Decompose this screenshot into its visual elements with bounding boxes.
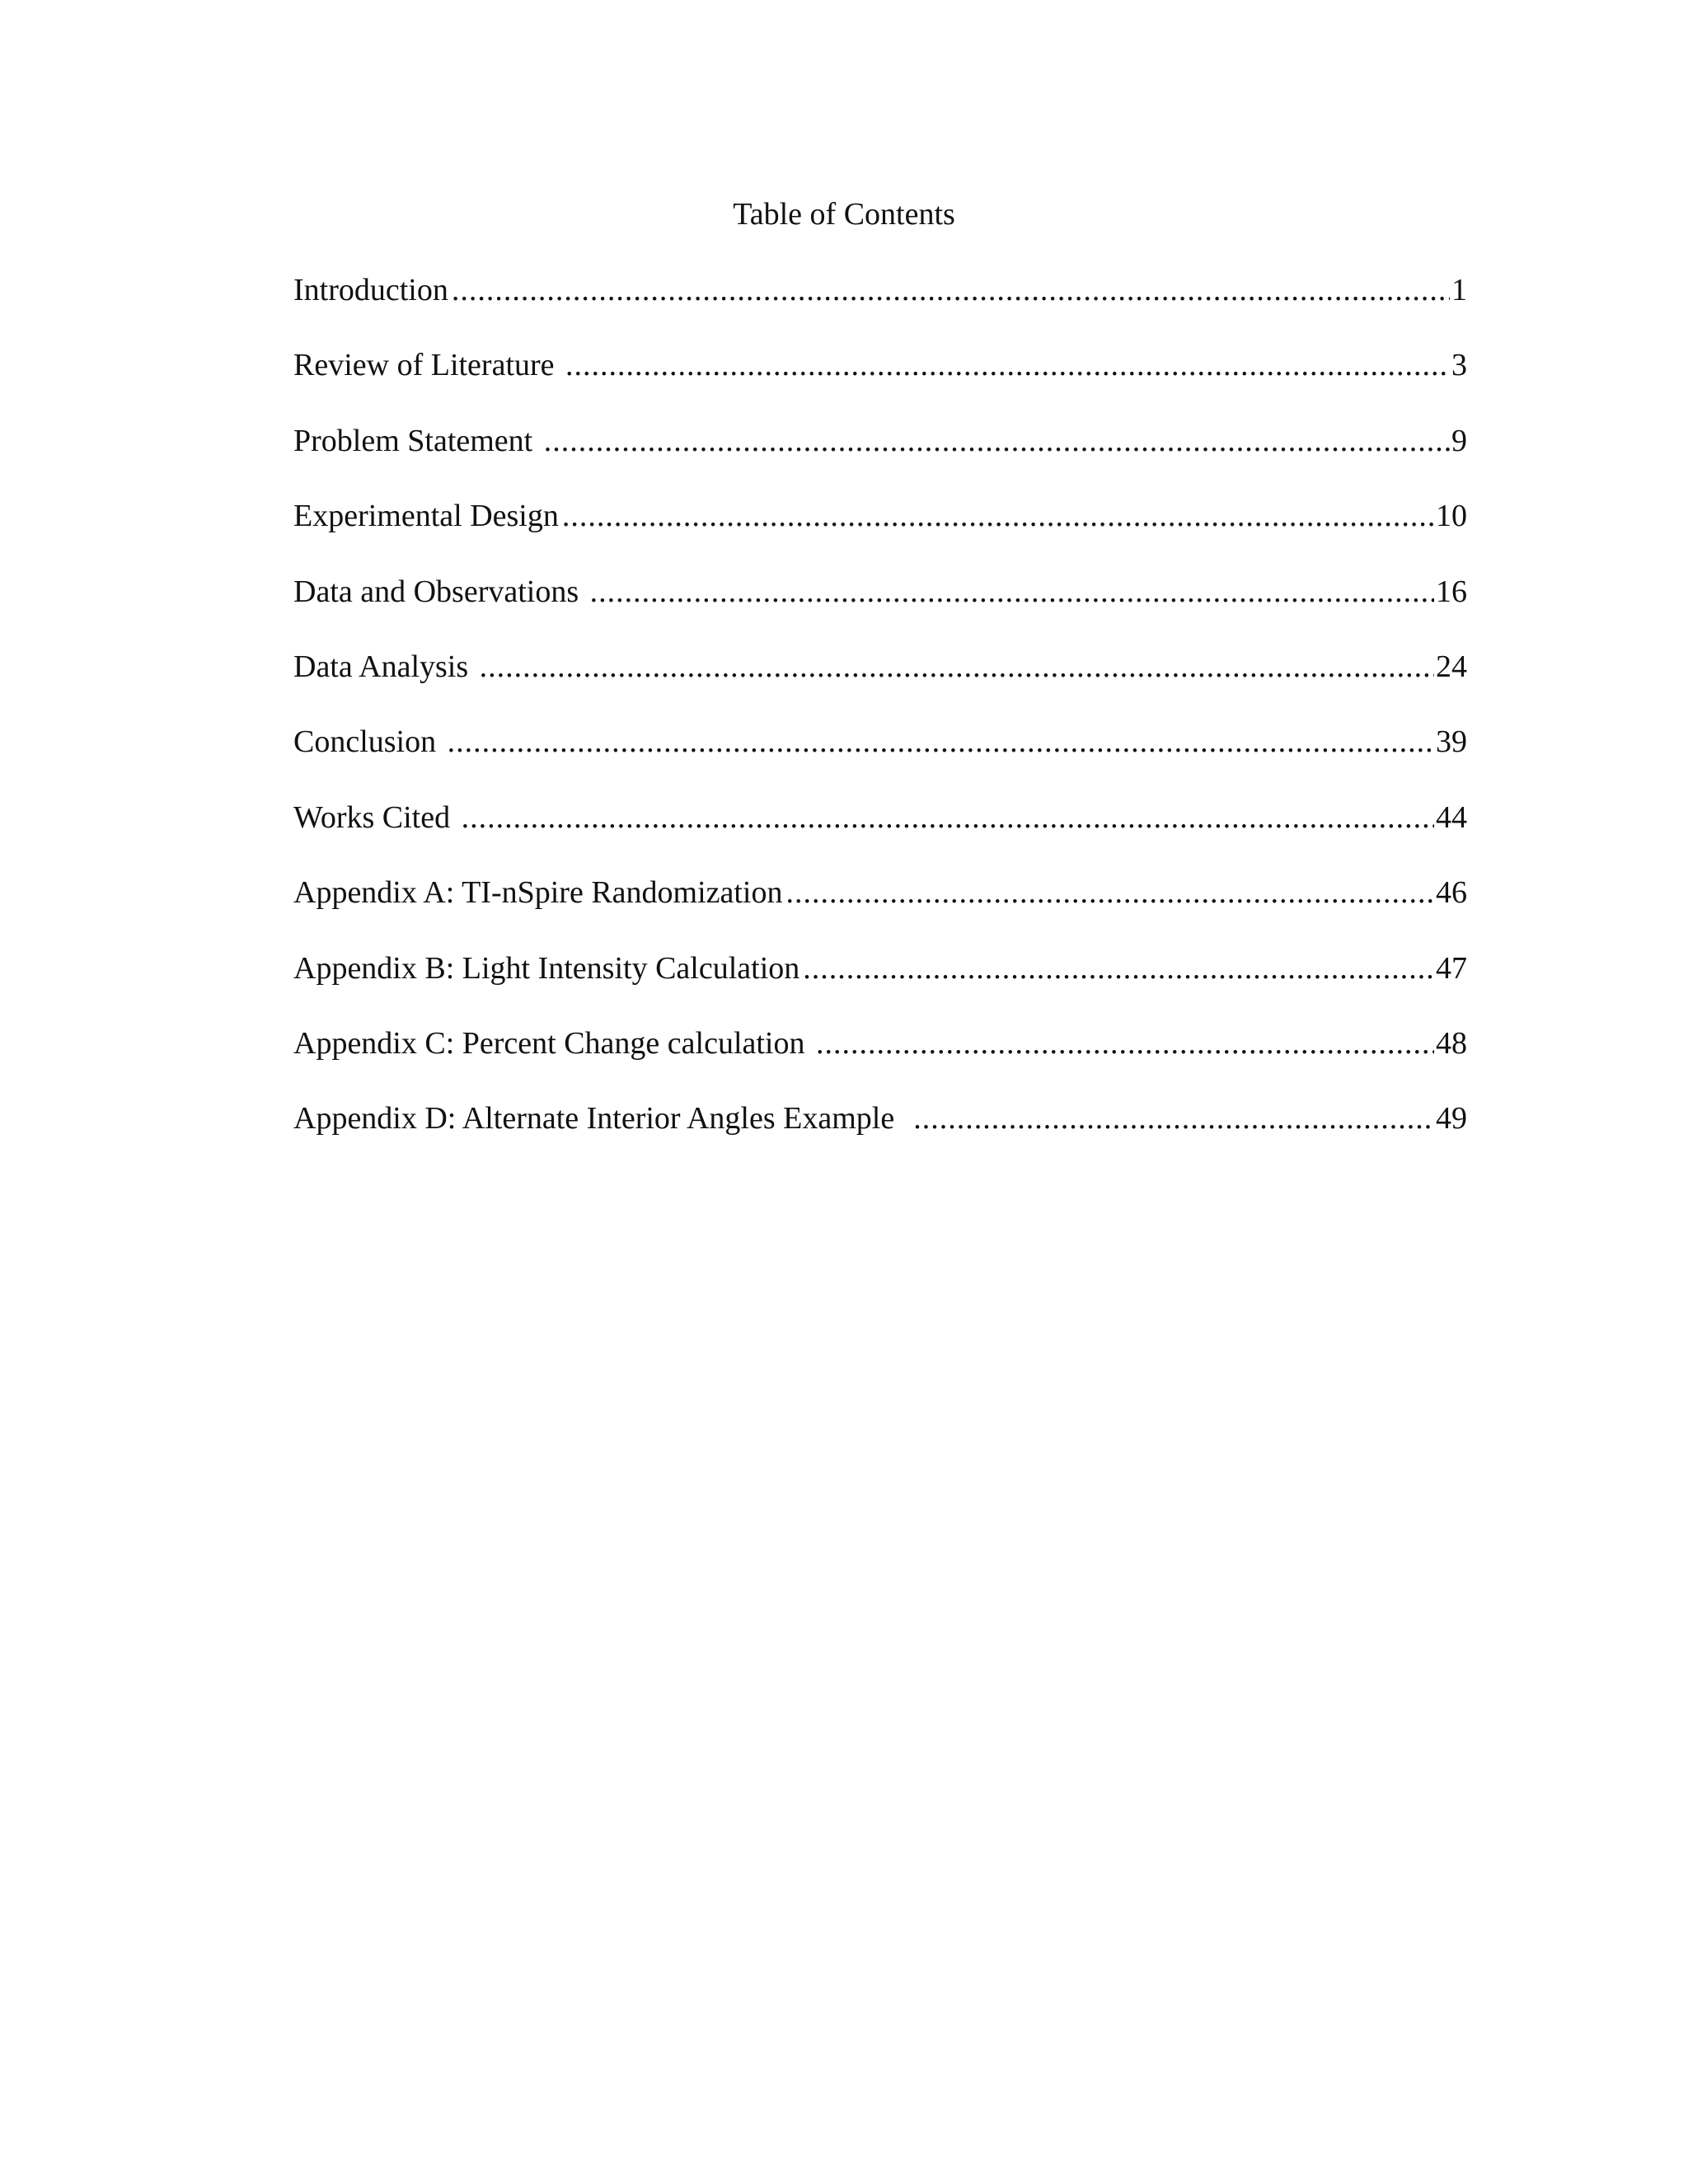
toc-entry-label: Introduction [293,273,448,307]
page-title: Table of Contents [733,197,955,232]
toc-entry-page: 1 [1451,273,1467,307]
toc-entry-label: Appendix B: Light Intensity Calculation [293,950,800,986]
toc-entry-page: 9 [1451,423,1467,458]
toc-entry-label: Data and Observations [293,574,587,609]
toc-entry-page: 10 [1436,499,1467,534]
toc-entry-page: 16 [1436,574,1467,609]
toc-entry-page: 49 [1436,1101,1467,1137]
toc-entry-appendix-a[interactable] [293,866,1467,941]
toc-entry-label: Review of Literature [293,348,563,383]
toc-entry-appendix-b[interactable] [293,942,1467,1017]
toc-entry-label: Problem Statement [293,423,541,458]
toc-entry-works-cited[interactable] [293,791,1467,866]
toc-entry-experimental-design[interactable] [293,490,1467,565]
toc-entry-conclusion[interactable] [293,715,1467,790]
toc-entry-appendix-c[interactable] [293,1017,1467,1092]
toc-entry-label: Experimental Design [293,499,559,534]
toc-entry-introduction[interactable] [293,264,1467,339]
toc-entry-label: Appendix C: Percent Change calculation [293,1025,813,1061]
dot-leader [462,791,1434,844]
dot-leader [786,866,1435,919]
toc-entry-label: Appendix A: TI-nSpire Randomization [293,875,783,911]
toc-entry-page: 47 [1436,950,1467,986]
toc-entry-page: 39 [1436,724,1467,760]
dot-leader [816,1017,1434,1070]
toc-entry-label: Appendix D: Alternate Interior Angles Example [293,1101,911,1137]
toc-entry-data-analysis[interactable] [293,640,1467,715]
toc-entry-page: 44 [1436,799,1467,835]
dot-leader [913,1092,1434,1145]
dot-leader [590,565,1434,618]
toc-entry-appendix-d[interactable] [293,1092,1467,1167]
toc-entry-page: 48 [1436,1025,1467,1061]
toc-entry-label: Conclusion [293,724,444,760]
dot-leader [803,942,1434,995]
dot-leader [544,415,1450,467]
toc-entry-page: 24 [1436,649,1467,684]
toc-entry-label: Data Analysis [293,649,476,684]
toc-entry-problem-statement[interactable] [293,415,1467,490]
toc-list [293,264,1467,1168]
toc-entry-data-and-observations[interactable] [293,565,1467,640]
dot-leader [565,339,1450,391]
dot-leader [480,640,1434,693]
toc-entry-label: Works Cited [293,799,458,835]
dot-leader [562,490,1434,542]
toc-entry-page: 3 [1451,348,1467,383]
dot-leader [452,264,1450,316]
dot-leader [448,715,1434,768]
toc-entry-review-of-literature[interactable] [293,339,1467,414]
toc-entry-page: 46 [1436,875,1467,911]
